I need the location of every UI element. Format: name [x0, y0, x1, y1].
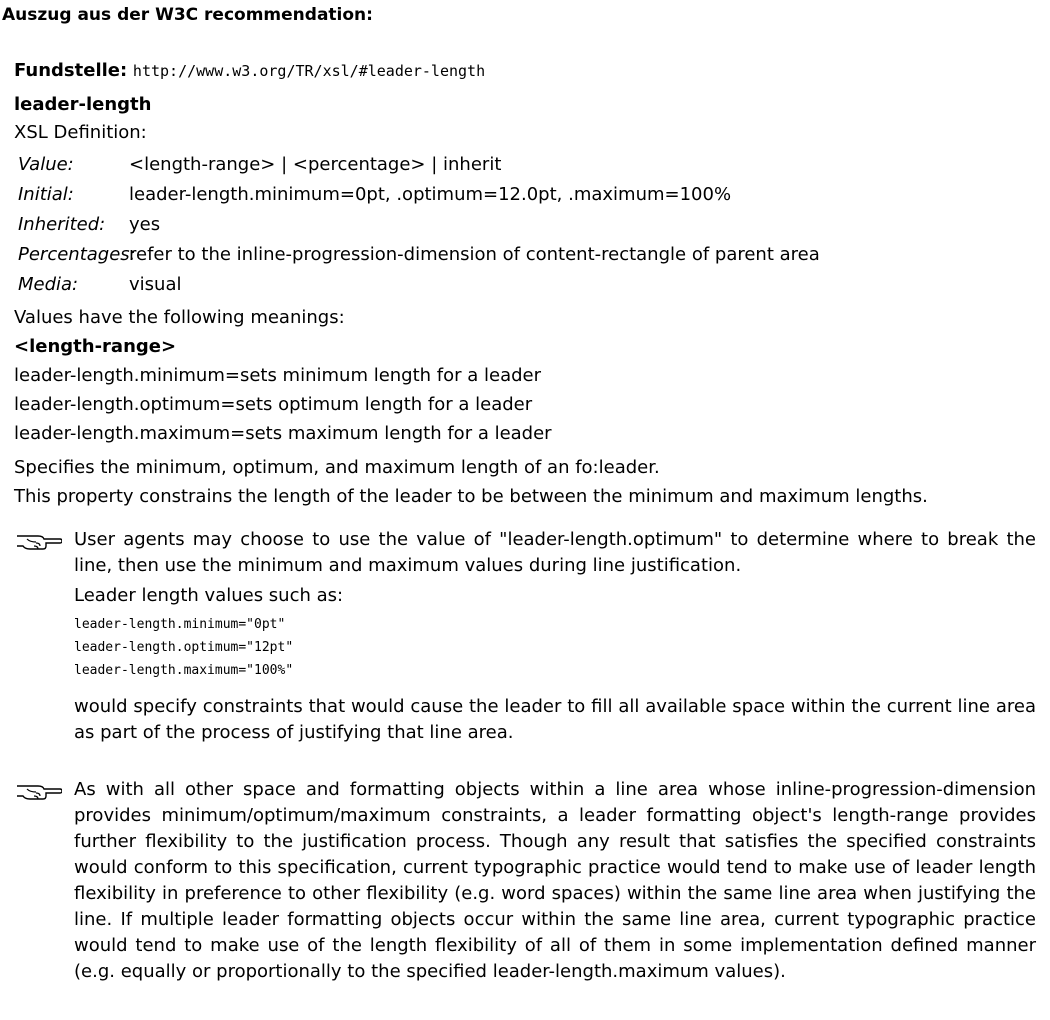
note-block: [14, 777, 1036, 985]
code-line: leader-length.optimum="12pt": [74, 640, 294, 655]
source-url[interactable]: http://www.w3.org/TR/xsl/#leader-length: [132, 62, 486, 80]
length-range-heading: <length-range>: [14, 336, 177, 357]
meanings-intro: Values have the following meanings:: [14, 307, 345, 328]
note-text: User agents may choose to use the value of "leader-length.optimum" to determine where to break the line, then use the minimum and maximum values during line justification.: [74, 529, 1036, 576]
code-line: leader-length.minimum="0pt": [74, 617, 286, 632]
note-text: As with all other space and formatting objects within a line area whose inline-progression-dimension provides minimum/optimum/maximum constraints, a leader formatting object's length-range provides further flexibility to the justification process. Though any result that satisfies the specified constraints would conform to this specification, current typographic practice would tend to make use of leader length flexibility in preference to other flexibility (e.g. word spaces) within the same line area when justifying the line. If multiple leader formatting objects occur within the same line area, current typographic practice would tend to make use of the length flexibility of all of them in some implementation defined manner (e.g. equally or proportionally to the specified leader-length.maximum values).: [74, 779, 1036, 982]
source-reference: [14, 58, 1036, 84]
property-name: leader-length: [14, 94, 152, 115]
length-range-item: leader-length.minimum=sets minimum length for a leader: [14, 365, 542, 386]
pointing-hand-icon: [16, 781, 62, 803]
definition-title: XSL Definition:: [14, 122, 147, 143]
spec-line: Specifies the minimum, optimum, and maximum length of an fo:leader.: [14, 457, 660, 478]
definition-row-value: [18, 150, 1036, 180]
note-block: [14, 527, 1036, 746]
code-example: [74, 613, 1036, 682]
code-line: leader-length.maximum="100%": [74, 663, 294, 678]
definition-row-media: [18, 270, 1036, 300]
page-heading: Auszug aus der W3C recommendation:: [2, 5, 373, 25]
definition-key: Media:: [18, 274, 79, 295]
spec-line: This property constrains the length of the leader to be between the minimum and maximum lengths.: [14, 486, 928, 507]
definition-key: Inherited:: [18, 214, 106, 235]
definition-value: leader-length.minimum=0pt, .optimum=12.0pt, .maximum=100%: [129, 184, 732, 205]
length-range-item: leader-length.maximum=sets maximum length for a leader: [14, 423, 552, 444]
definition-value: refer to the inline-progression-dimension of content-rectangle of parent area: [129, 244, 820, 265]
pointing-hand-icon: [16, 531, 62, 553]
definition-row-inherited: [18, 210, 1036, 240]
examples-intro: Leader length values such as:: [74, 585, 344, 606]
definition-key: Initial:: [18, 184, 74, 205]
definition-key: Value:: [18, 154, 74, 175]
definition-key: Percentages:: [18, 244, 136, 265]
source-label: Fundstelle:: [14, 60, 128, 81]
definition-table: [18, 150, 1036, 300]
note-conclusion: would specify constraints that would cause the leader to fill all available space within the current line area as part of the process of justifying that line area.: [74, 696, 1036, 743]
length-range-item: leader-length.optimum=sets optimum length for a leader: [14, 394, 533, 415]
definition-value: <length-range> | <percentage> | inherit: [129, 154, 502, 175]
definition-value: visual: [129, 274, 182, 295]
specification-text: [14, 453, 1036, 511]
definition-row-initial: [18, 180, 1036, 210]
definition-row-percentages: [18, 240, 1036, 270]
document-content: [14, 58, 1036, 985]
definition-value: yes: [129, 214, 161, 235]
